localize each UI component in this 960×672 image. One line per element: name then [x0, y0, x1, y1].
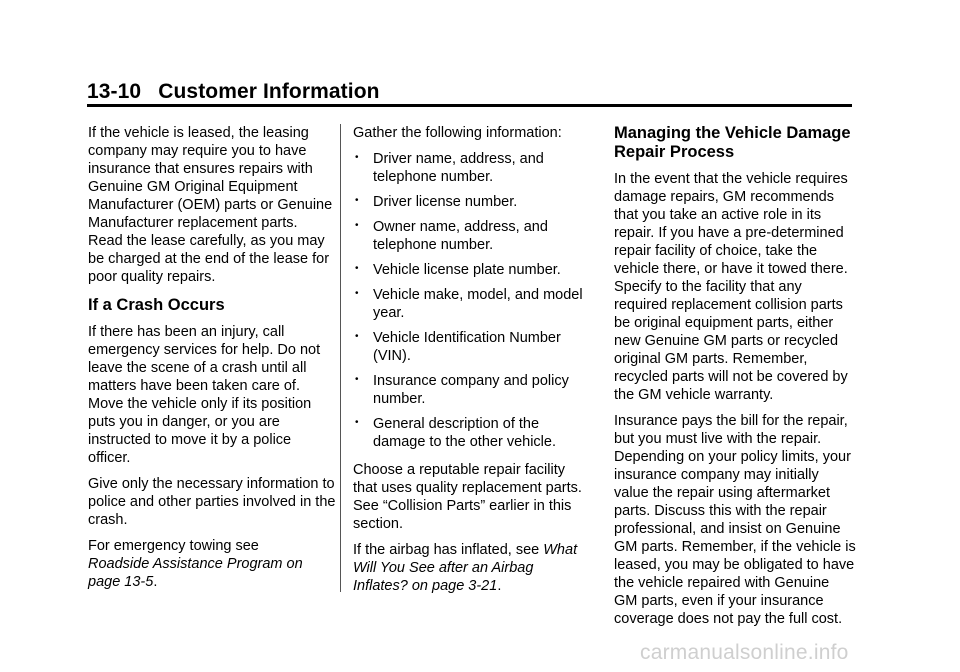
towing-period: .	[153, 574, 158, 590]
airbag-inflates-link[interactable]: What Will You See after an Airbag Inflates? on page 3-21	[353, 542, 578, 594]
list-item-text: Driver name, address, and telephone number.	[373, 151, 544, 185]
bullet-icon: •	[355, 220, 359, 231]
bullet-icon: •	[355, 374, 359, 385]
list-item	[353, 372, 589, 408]
section-title: Customer Information	[158, 80, 380, 103]
airbag-period: .	[497, 578, 502, 594]
bullet-icon: •	[355, 331, 359, 342]
bullet-icon: •	[355, 152, 359, 163]
page-header	[87, 80, 380, 104]
repair-facility-paragraph: Choose a reputable repair facility that uses quality replacement parts. See “Collision Parts” earlier in this section.	[353, 462, 582, 532]
towing-paragraph	[88, 537, 336, 591]
information-list	[353, 150, 589, 451]
list-item-text: Vehicle license plate number.	[373, 262, 561, 278]
airbag-text: If the airbag has inflated, see	[353, 542, 540, 558]
column-right	[614, 124, 856, 636]
list-item-text: Insurance company and policy number.	[373, 373, 569, 407]
crash-paragraph: If there has been an injury, call emergency services for help. Do not leave the scene of a crash until all matters have been taken care of. Move the vehicle only if its position puts you in danger, or you are instructed to move it by a police officer.	[88, 324, 321, 466]
column-middle	[353, 124, 589, 603]
bullet-icon: •	[355, 288, 359, 299]
list-item-text: Vehicle Identification Number (VIN).	[373, 330, 561, 364]
airbag-paragraph	[353, 541, 589, 595]
list-item	[353, 286, 589, 322]
bullet-icon: •	[355, 417, 359, 428]
list-item	[353, 329, 589, 365]
list-item	[353, 193, 589, 211]
damage-repair-heading: Managing the Vehicle Damage Repair Process	[614, 124, 851, 161]
list-item	[353, 150, 589, 186]
towing-text: For emergency towing see	[88, 538, 259, 554]
list-item	[353, 261, 589, 279]
information-paragraph: Give only the necessary information to police and other parties involved in the crash.	[88, 476, 336, 528]
list-item	[353, 415, 589, 451]
roadside-assistance-link[interactable]: Roadside Assistance Program on page 13-5	[88, 556, 303, 590]
list-item-text: General description of the damage to the other vehicle.	[373, 416, 556, 450]
crash-heading: If a Crash Occurs	[88, 296, 225, 314]
list-item-text: Vehicle make, model, and model year.	[373, 287, 583, 321]
bullet-icon: •	[355, 263, 359, 274]
damage-repair-paragraph: In the event that the vehicle requires damage repairs, GM recommends that you take an active role in its repair. If you have a pre-determined repair facility of choice, take the vehicle there, or have it towed there. Specify to the facility that any required replacement collision parts be original equipment parts, either new Genuine GM parts or recycled original GM parts. Remember, recycled parts will not be covered by the GM vehicle warranty.	[614, 171, 848, 403]
list-item	[353, 218, 589, 254]
list-item-text: Driver license number.	[373, 194, 518, 210]
site-watermark: carmanualsonline.info	[640, 641, 849, 664]
column-divider	[340, 124, 341, 592]
column-left	[88, 124, 336, 599]
bullet-icon: •	[355, 195, 359, 206]
page-number: 13-10	[87, 80, 142, 103]
header-rule	[87, 104, 852, 107]
lease-paragraph: If the vehicle is leased, the leasing company may require you to have insurance that ensures repairs with Genuine GM Original Equipment Manufacturer (OEM) parts or Genuine Manufacturer replacement parts. Read the lease carefully, as you may be charged at the end of the lease for poor quality repairs.	[88, 125, 333, 285]
list-item-text: Owner name, address, and telephone number.	[373, 219, 548, 253]
gather-intro: Gather the following information:	[353, 125, 562, 141]
insurance-paragraph: Insurance pays the bill for the repair, but you must live with the repair. Depending on your policy limits, your insurance company may initially value the repair using aftermarket parts. Discuss this with the repair professional, and insist on Genuine GM parts. Remember, if the vehicle is leased, you may be obligated to have the vehicle repaired with Genuine GM parts, even if your insurance coverage does not pay the full cost.	[614, 413, 856, 627]
